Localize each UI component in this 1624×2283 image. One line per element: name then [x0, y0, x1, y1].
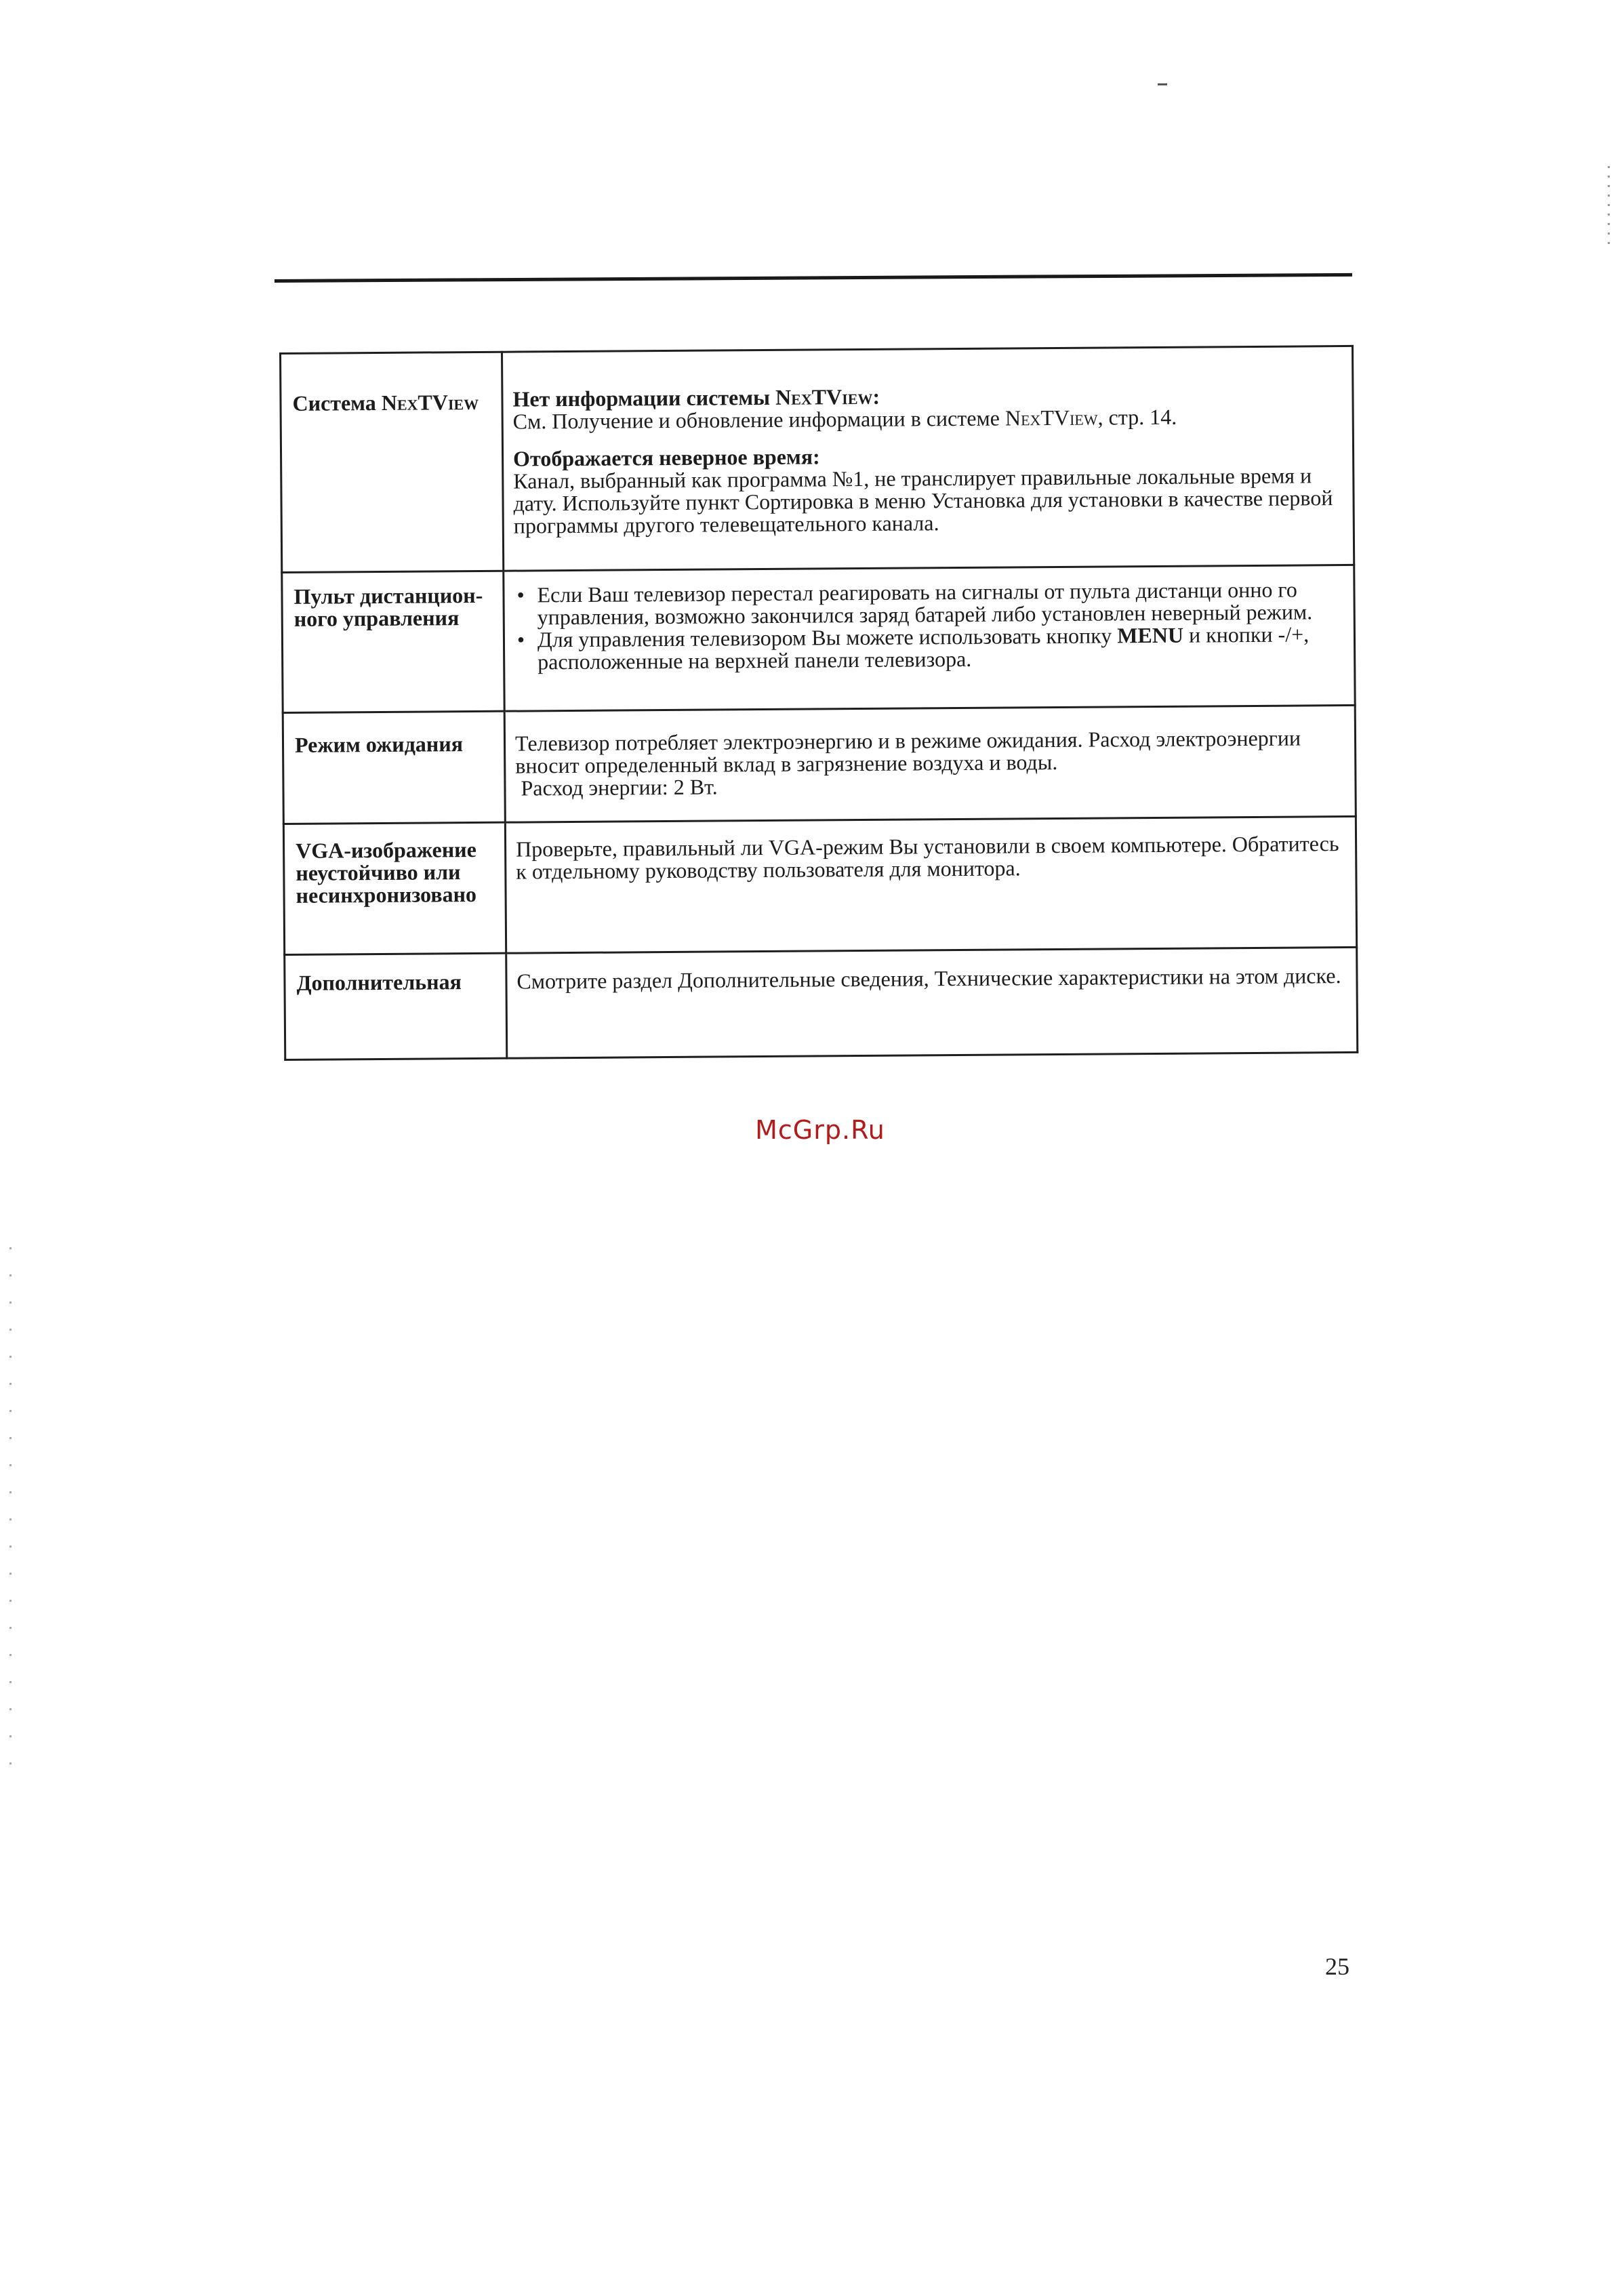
nextview-brand: NexTView — [775, 384, 873, 409]
paragraph: Телевизор потребляет электроэнергию и в режиме ожидания. Расход электроэнергии вносит определенный вклад в загрязнение воздуха и воды. — [514, 725, 1301, 778]
header-rule — [275, 273, 1352, 283]
row-description — [502, 346, 1354, 571]
list-item-text: Для управления телевизором Вы можете использовать кнопку — [537, 623, 1118, 652]
row-description — [504, 705, 1356, 822]
nextview-brand: NexTView — [381, 389, 479, 415]
bullet-list — [514, 578, 1344, 674]
paragraph: Канал, выбранный как программа №1, не транслирует правильные локальные время и дату. Используйте пункт Сортировка в меню Установка для установки в качестве первой программы другого телевещательного канала. — [513, 463, 1333, 538]
row-label: Режим ожидания — [283, 711, 505, 824]
page-number: 25 — [1325, 1953, 1349, 1980]
row-description — [504, 565, 1355, 711]
menu-key-label: MENU — [1117, 622, 1184, 648]
page-reference: , стр. 14. — [1097, 404, 1177, 430]
list-item — [516, 622, 1344, 674]
list-item-text: и кнопки -/+, расположенные на верхней панели телевизора. — [537, 622, 1310, 674]
label-text: Система — [292, 390, 382, 416]
row-description: Проверьте, правильный ли VGA-режим Вы установили в своем компьютере. Обратитесь к отдельному руководству пользователя для монитора. — [505, 816, 1356, 953]
bullet-icon: • — [516, 627, 525, 652]
bullet-icon: • — [516, 582, 525, 607]
power-consumption: Расход энергии: 2 Вт. — [515, 774, 718, 801]
table-row — [282, 565, 1355, 712]
scan-edge-marks — [9, 1247, 12, 1776]
row-label: Дополнительная — [285, 953, 507, 1059]
table-row — [283, 705, 1356, 824]
troubleshooting-table — [279, 345, 1358, 1061]
row-label — [281, 352, 504, 572]
table-row — [281, 346, 1354, 572]
subheading-text: Нет информации системы — [512, 384, 776, 411]
scan-edge-marks — [1608, 166, 1610, 247]
table-row — [285, 947, 1358, 1059]
scan-speck — [1158, 83, 1167, 85]
list-item — [516, 577, 1343, 630]
row-label: Пульт дистанцион-ного управления — [282, 571, 504, 712]
row-description: Смотрите раздел Дополнительные сведения, Технические характеристики на этом диске. — [506, 947, 1358, 1058]
subheading: Отображается неверное время: — [512, 444, 820, 471]
subheading-colon: : — [872, 384, 880, 409]
row-label: VGA-изображение неустойчиво или несинхронизовано — [283, 822, 506, 954]
paragraph-text: См. Получение и обновление информации в системе — [512, 405, 1006, 434]
table-row — [283, 816, 1356, 954]
watermark: McGrp.Ru — [755, 1115, 885, 1145]
list-item-text: Если Ваш телевизор перестал реагировать на сигналы от пульта дистанци онно го управления, возможно закончился заряд батарей либо установлен неверный режим. — [537, 577, 1313, 630]
nextview-brand: NexTView — [1004, 405, 1098, 430]
troubleshooting-table-wrapper — [279, 345, 1358, 1061]
